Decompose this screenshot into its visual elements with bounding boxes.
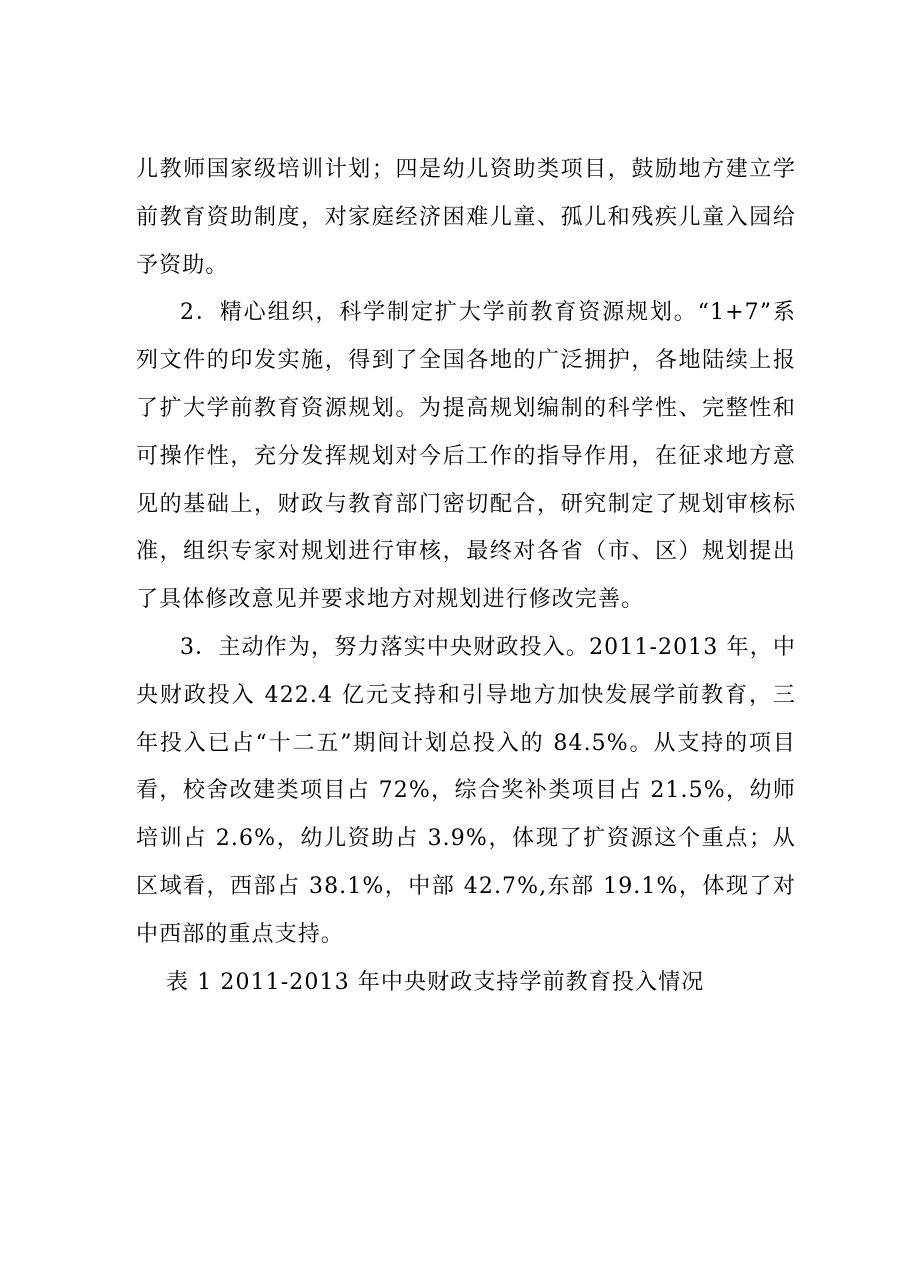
table-caption: 表 1 2011-2013 年中央财政支持学前教育投入情况 <box>166 969 705 995</box>
document-page <box>136 146 796 1006</box>
paragraph-section-2: 2．精心组织，科学制定扩大学前教育资源规划。“1+7”系列文件的印发实施，得到了全国各地的广泛拥护，各地陆续上报了扩大学前教育资源规划。为提高规划编制的科学性、完整性和可操作性，充分发挥规划对今后工作的指导作用，在征求地方意见的基础上，财政与教育部门密切配合，研究制定了规划审核标准，组织专家对规划进行审核，最终对各省（市、区）规划提出了具体修改意见并要求地方对规划进行修改完善。 <box>136 300 796 613</box>
paragraph-continuation: 儿教师国家级培训计划；四是幼儿资助类项目，鼓励地方建立学前教育资助制度，对家庭经济困难儿童、孤儿和残疾儿童入园给予资助。 <box>136 157 796 278</box>
paragraph-section-3: 3．主动作为，努力落实中央财政投入。2011-2013 年，中央财政投入 422.4 亿元支持和引导地方加快发展学前教育，三年投入已占“十二五”期间计划总投入的 84.5%。从支持的项目看，校舍改建类项目占 72%，综合奖补类项目占 21.5%，幼师培训占 2.6%，幼儿资助占 3.9%，体现了扩资源这个重点；从区域看，西部占 38.1%，中部 42.7%,东部 19.1%，体现了对中西部的重点支持。 <box>136 634 796 947</box>
